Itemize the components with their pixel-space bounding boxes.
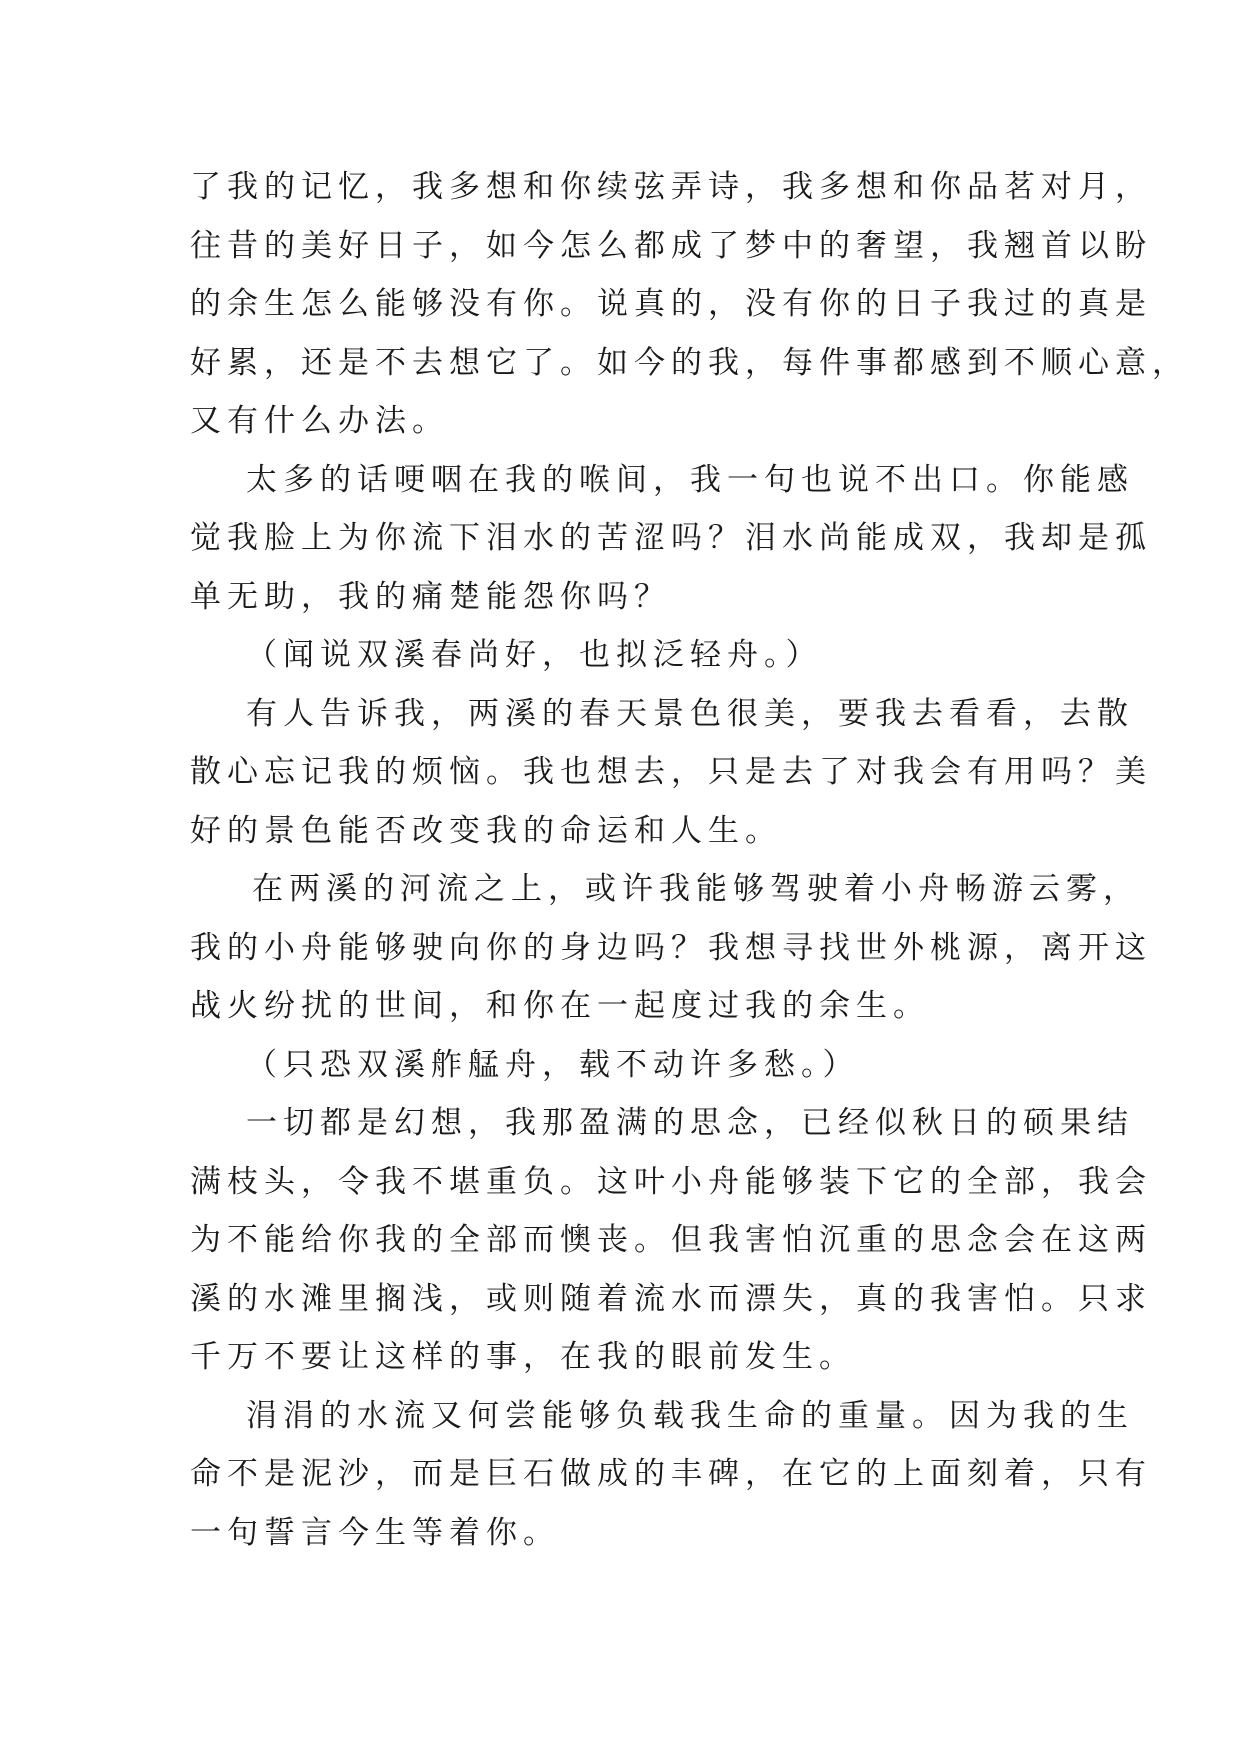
body-text — [190, 158, 1189, 1562]
text-line: 在两溪的河流之上，或许我能够驾驶着小舟畅游云雾， — [252, 871, 1140, 907]
text-line: 战火纷扰的世间，和你在一起度过我的余生。 — [190, 988, 930, 1024]
text-line: 一句誓言今生等着你。 — [190, 1514, 560, 1551]
text-line: 命不是泥沙，而是巨石做成的丰碑，在它的上面刻着，只有 — [190, 1456, 1152, 1492]
text-line: 我的小舟能够驶向你的身边吗？我想寻找世外桃源，离开这 — [190, 929, 1152, 966]
text-line: （只恐双溪舴艋舟，载不动许多愁。） — [246, 1046, 860, 1083]
text-line: 千万不要让这样的事，在我的眼前发生。 — [190, 1339, 856, 1375]
text-line: 好的景色能否改变我的命运和人生。 — [190, 812, 782, 849]
text-line: 涓涓的水流又何尝能够负载我生命的重量。因为我的生 — [246, 1397, 1134, 1434]
text-line: 单无助，我的痛楚能怨你吗？ — [190, 578, 671, 615]
text-line: 又有什么办法。 — [190, 403, 449, 439]
text-line: 散心忘记我的烦恼。我也想去，只是去了对我会有用吗？美 — [190, 754, 1152, 790]
text-line: 溪的水滩里搁浅，或则随着流水而漂失，真的我害怕。只求 — [190, 1280, 1152, 1317]
text-line: 往昔的美好日子，如今怎么都成了梦中的奢望，我翘首以盼 — [190, 227, 1152, 264]
text-line: 太多的话哽咽在我的喉间，我一句也说不出口。你能感 — [246, 461, 1134, 498]
text-line: 好累，还是不去想它了。如今的我，每件事都感到不顺心意， — [190, 344, 1189, 381]
text-line: 为不能给你我的全部而懊丧。但我害怕沉重的思念会在这两 — [190, 1222, 1152, 1258]
text-line: 觉我脸上为你流下泪水的苦涩吗？泪水尚能成双，我却是孤 — [190, 520, 1152, 556]
text-line: 一切都是幻想，我那盈满的思念，已经似秋日的硕果结 — [246, 1105, 1134, 1141]
text-line: 有人告诉我，两溪的春天景色很美，要我去看看，去散 — [246, 695, 1134, 732]
text-line: 的余生怎么能够没有你。说真的，没有你的日子我过的真是 — [190, 286, 1152, 322]
text-line: 满枝头，令我不堪重负。这叶小舟能够装下它的全部，我会 — [190, 1163, 1152, 1200]
text-line: 了我的记忆，我多想和你续弦弄诗，我多想和你品茗对月， — [190, 169, 1152, 205]
text-line: （闻说双溪春尚好，也拟泛轻舟。） — [246, 637, 823, 673]
